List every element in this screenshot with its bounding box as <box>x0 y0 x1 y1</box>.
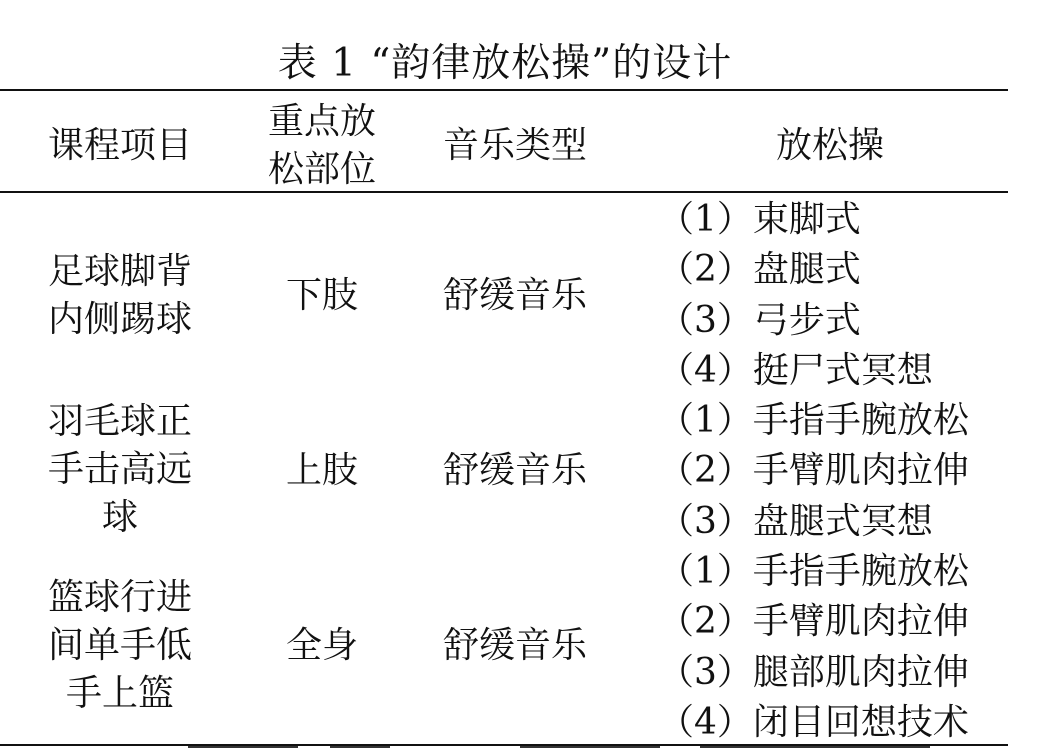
row1-step: （1）束脚式 <box>658 199 861 240</box>
row2-step: （1）手指手腕放松 <box>658 400 969 441</box>
table-top-rule <box>0 89 1008 91</box>
row1-music: 舒缓音乐 <box>442 275 587 316</box>
row1-step: （3）弓步式 <box>658 299 861 341</box>
row1-step: （2）盘腿式 <box>658 249 861 291</box>
row3-step: （3）腿部肌肉拉伸 <box>658 651 969 693</box>
row2-course: 羽毛球正 手击高远 球 <box>47 401 192 538</box>
header-focus-area: 重点放 松部位 <box>267 101 376 190</box>
row1-steps <box>658 195 1008 396</box>
row1-course: 足球脚背 内侧踢球 <box>47 251 192 340</box>
header-music-type: 音乐类型 <box>442 125 587 166</box>
row3-music: 舒缓音乐 <box>442 625 587 666</box>
row3-step: （1）手指手腕放松 <box>658 551 969 592</box>
header-exercise: 放松操 <box>775 125 884 166</box>
row1-focus: 下肢 <box>285 275 358 316</box>
row2-focus: 上肢 <box>285 450 358 491</box>
row2-music: 舒缓音乐 <box>442 450 587 491</box>
header-course: 课程项目 <box>47 125 192 166</box>
row1-step: （4）挺尸式冥想 <box>658 349 933 391</box>
cut-off-next-line <box>0 746 1046 751</box>
row2-steps <box>658 396 1008 547</box>
row2-step: （2）手臂肌肉拉伸 <box>658 450 969 492</box>
table-header-rule <box>0 191 1008 193</box>
row3-step: （4）闭目回想技术 <box>658 701 969 743</box>
table-title: 表 1 “韵律放松操”的设计 <box>277 41 733 86</box>
row3-steps <box>658 547 1008 748</box>
row2-step: （3）盘腿式冥想 <box>658 500 933 542</box>
row3-course: 篮球行进 间单手低 手上篮 <box>47 577 192 714</box>
row3-step: （2）手臂肌肉拉伸 <box>658 601 969 643</box>
row3-focus: 全身 <box>285 625 358 666</box>
